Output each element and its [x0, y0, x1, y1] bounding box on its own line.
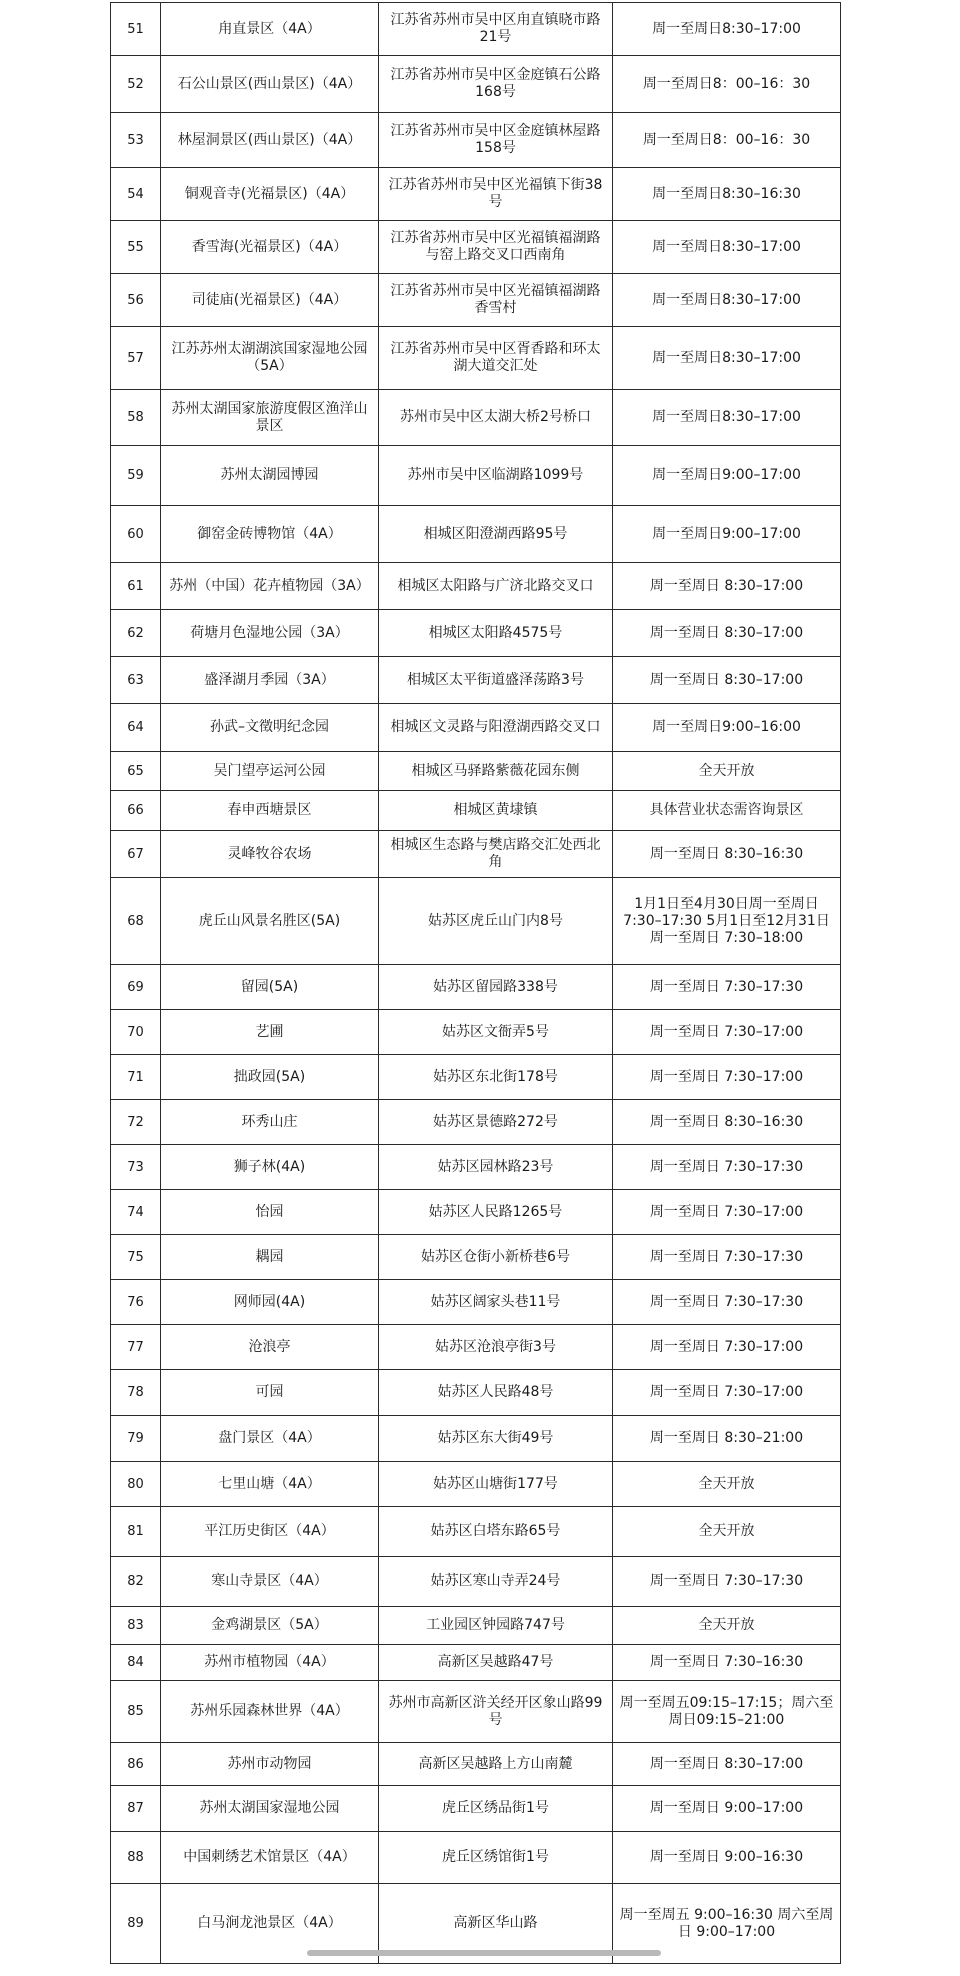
cell-hours: 周一至周日8:30–17:00 [613, 390, 841, 446]
cell-hours: 周一至周五 9:00–16:30 周六至周日 9:00–17:00 [613, 1884, 841, 1964]
cell-hours: 周一至周日 8:30–16:30 [613, 1100, 841, 1145]
cell-no: 69 [111, 965, 161, 1010]
cell-address: 姑苏区文衙弄5号 [379, 1010, 613, 1055]
cell-address: 江苏省苏州市吴中区光福镇福湖路与窑上路交叉口西南角 [379, 221, 613, 274]
cell-no: 73 [111, 1145, 161, 1190]
table-row [111, 221, 841, 274]
cell-no: 77 [111, 1325, 161, 1370]
cell-address: 工业园区钟园路747号 [379, 1607, 613, 1645]
table-row [111, 1055, 841, 1100]
cell-name: 司徒庙(光福景区)（4A） [161, 274, 379, 327]
cell-name: 苏州（中国）花卉植物园（3A） [161, 563, 379, 610]
cell-no: 82 [111, 1557, 161, 1607]
cell-address: 姑苏区东大街49号 [379, 1416, 613, 1462]
cell-hours: 周一至周日 8:30–16:30 [613, 831, 841, 878]
cell-no: 62 [111, 610, 161, 657]
cell-address: 江苏省苏州市吴中区甪直镇晓市路21号 [379, 3, 613, 56]
table-row [111, 168, 841, 221]
scenic-spot-table-wrapper [110, 2, 840, 1964]
cell-hours: 全天开放 [613, 1462, 841, 1507]
cell-hours: 周一至周日 7:30–16:30 [613, 1645, 841, 1681]
cell-hours: 周一至周五09:15–17:15；周六至周日09:15–21:00 [613, 1681, 841, 1743]
cell-address: 姑苏区仓街小新桥巷6号 [379, 1235, 613, 1280]
cell-hours: 周一至周日8：00–16：30 [613, 113, 841, 168]
cell-address: 姑苏区景德路272号 [379, 1100, 613, 1145]
cell-name: 香雪海(光福景区)（4A） [161, 221, 379, 274]
cell-hours: 周一至周日8：00–16：30 [613, 56, 841, 113]
cell-no: 87 [111, 1786, 161, 1832]
cell-name: 荷塘月色湿地公园（3A） [161, 610, 379, 657]
table-row [111, 446, 841, 506]
cell-hours: 周一至周日 7:30–17:30 [613, 1145, 841, 1190]
cell-address: 相城区马驿路紫薇花园东侧 [379, 752, 613, 791]
table-row [111, 1325, 841, 1370]
cell-address: 苏州市吴中区太湖大桥2号桥口 [379, 390, 613, 446]
cell-name: 甪直景区（4A） [161, 3, 379, 56]
cell-no: 54 [111, 168, 161, 221]
cell-no: 64 [111, 704, 161, 752]
cell-no: 67 [111, 831, 161, 878]
table-row [111, 704, 841, 752]
cell-hours: 周一至周日8:30–17:00 [613, 327, 841, 390]
table-row [111, 390, 841, 446]
cell-no: 59 [111, 446, 161, 506]
cell-address: 虎丘区绣品街1号 [379, 1786, 613, 1832]
cell-address: 姑苏区沧浪亭街3号 [379, 1325, 613, 1370]
cell-name: 平江历史街区（4A） [161, 1507, 379, 1557]
cell-name: 网师园(4A) [161, 1280, 379, 1325]
cell-no: 86 [111, 1743, 161, 1786]
cell-address: 江苏省苏州市吴中区光福镇下街38号 [379, 168, 613, 221]
table-row [111, 1786, 841, 1832]
cell-no: 85 [111, 1681, 161, 1743]
cell-name: 盛泽湖月季园（3A） [161, 657, 379, 704]
cell-name: 吴门望亭运河公园 [161, 752, 379, 791]
cell-address: 姑苏区寒山寺弄24号 [379, 1557, 613, 1607]
cell-hours: 周一至周日9:00–16:00 [613, 704, 841, 752]
cell-name: 林屋洞景区(西山景区)（4A） [161, 113, 379, 168]
table-row [111, 274, 841, 327]
cell-address: 相城区太阳路4575号 [379, 610, 613, 657]
cell-hours: 周一至周日 7:30–17:30 [613, 1280, 841, 1325]
cell-name: 苏州太湖国家湿地公园 [161, 1786, 379, 1832]
cell-hours: 周一至周日 7:30–17:00 [613, 1325, 841, 1370]
cell-address: 苏州市吴中区临湖路1099号 [379, 446, 613, 506]
cell-hours: 周一至周日 9:00–17:00 [613, 1786, 841, 1832]
cell-no: 66 [111, 791, 161, 831]
cell-hours: 周一至周日9:00–17:00 [613, 446, 841, 506]
table-row [111, 56, 841, 113]
table-row [111, 1462, 841, 1507]
horizontal-scrollbar[interactable] [307, 1950, 661, 1956]
cell-name: 苏州市植物园（4A） [161, 1645, 379, 1681]
cell-no: 70 [111, 1010, 161, 1055]
table-row [111, 1370, 841, 1416]
cell-no: 75 [111, 1235, 161, 1280]
cell-no: 56 [111, 274, 161, 327]
cell-name: 中国刺绣艺术馆景区（4A） [161, 1832, 379, 1884]
table-row [111, 1743, 841, 1786]
cell-address: 苏州市高新区浒关经开区象山路99号 [379, 1681, 613, 1743]
table-row [111, 657, 841, 704]
cell-hours: 周一至周日8:30–17:00 [613, 3, 841, 56]
table-row [111, 1280, 841, 1325]
cell-address: 相城区生态路与樊店路交汇处西北角 [379, 831, 613, 878]
cell-hours: 周一至周日 7:30–17:30 [613, 965, 841, 1010]
cell-address: 相城区阳澄湖西路95号 [379, 506, 613, 563]
cell-hours: 周一至周日 7:30–17:30 [613, 1557, 841, 1607]
cell-no: 80 [111, 1462, 161, 1507]
cell-name: 苏州市动物园 [161, 1743, 379, 1786]
table-row [111, 1607, 841, 1645]
cell-no: 79 [111, 1416, 161, 1462]
cell-hours: 周一至周日 8:30–17:00 [613, 1743, 841, 1786]
table-row [111, 791, 841, 831]
cell-no: 89 [111, 1884, 161, 1964]
cell-hours: 周一至周日 8:30–17:00 [613, 657, 841, 704]
cell-address: 相城区太平街道盛泽荡路3号 [379, 657, 613, 704]
table-row [111, 506, 841, 563]
cell-no: 78 [111, 1370, 161, 1416]
cell-name: 江苏苏州太湖湖滨国家湿地公园（5A） [161, 327, 379, 390]
cell-hours: 周一至周日 7:30–17:00 [613, 1055, 841, 1100]
table-row [111, 1100, 841, 1145]
cell-address: 姑苏区虎丘山门内8号 [379, 878, 613, 965]
cell-no: 83 [111, 1607, 161, 1645]
cell-address: 姑苏区山塘街177号 [379, 1462, 613, 1507]
cell-name: 耦园 [161, 1235, 379, 1280]
cell-no: 58 [111, 390, 161, 446]
cell-hours: 全天开放 [613, 752, 841, 791]
cell-no: 55 [111, 221, 161, 274]
cell-no: 60 [111, 506, 161, 563]
cell-hours: 周一至周日8:30–17:00 [613, 274, 841, 327]
cell-address: 江苏省苏州市吴中区胥香路和环太湖大道交汇处 [379, 327, 613, 390]
cell-no: 71 [111, 1055, 161, 1100]
table-row [111, 1645, 841, 1681]
cell-hours: 1月1日至4月30日周一至周日 7:30–17:30 5月1日至12月31日周一至周日 7:30–18:00 [613, 878, 841, 965]
table-row [111, 1010, 841, 1055]
cell-name: 白马涧龙池景区（4A） [161, 1884, 379, 1964]
table-row [111, 327, 841, 390]
cell-address: 虎丘区绣馆街1号 [379, 1832, 613, 1884]
cell-no: 65 [111, 752, 161, 791]
scenic-spot-table [110, 2, 841, 1964]
cell-hours: 周一至周日 8:30–17:00 [613, 610, 841, 657]
cell-name: 虎丘山风景名胜区(5A) [161, 878, 379, 965]
table-row [111, 610, 841, 657]
cell-name: 拙政园(5A) [161, 1055, 379, 1100]
table-body [111, 3, 841, 1964]
cell-name: 七里山塘（4A） [161, 1462, 379, 1507]
cell-name: 苏州乐园森林世界（4A） [161, 1681, 379, 1743]
cell-name: 石公山景区(西山景区)（4A） [161, 56, 379, 113]
cell-no: 84 [111, 1645, 161, 1681]
cell-address: 姑苏区白塔东路65号 [379, 1507, 613, 1557]
cell-hours: 具体营业状态需咨询景区 [613, 791, 841, 831]
cell-hours: 周一至周日 7:30–17:00 [613, 1010, 841, 1055]
cell-name: 沧浪亭 [161, 1325, 379, 1370]
table-row [111, 1235, 841, 1280]
cell-hours: 全天开放 [613, 1607, 841, 1645]
table-row [111, 1416, 841, 1462]
cell-hours: 全天开放 [613, 1507, 841, 1557]
cell-name: 铜观音寺(光福景区)（4A） [161, 168, 379, 221]
cell-no: 63 [111, 657, 161, 704]
cell-name: 留园(5A) [161, 965, 379, 1010]
cell-no: 53 [111, 113, 161, 168]
table-row [111, 1681, 841, 1743]
table-row [111, 563, 841, 610]
table-row [111, 831, 841, 878]
table-row [111, 878, 841, 965]
cell-hours: 周一至周日 7:30–17:00 [613, 1190, 841, 1235]
table-row [111, 752, 841, 791]
cell-hours: 周一至周日 8:30–21:00 [613, 1416, 841, 1462]
cell-no: 51 [111, 3, 161, 56]
cell-address: 江苏省苏州市吴中区光福镇福湖路香雪村 [379, 274, 613, 327]
cell-name: 可园 [161, 1370, 379, 1416]
cell-hours: 周一至周日 8:30–17:00 [613, 563, 841, 610]
cell-name: 寒山寺景区（4A） [161, 1557, 379, 1607]
cell-no: 81 [111, 1507, 161, 1557]
table-row [111, 1832, 841, 1884]
cell-address: 姑苏区人民路48号 [379, 1370, 613, 1416]
cell-address: 相城区黄埭镇 [379, 791, 613, 831]
cell-name: 苏州太湖国家旅游度假区渔洋山景区 [161, 390, 379, 446]
table-row [111, 1190, 841, 1235]
cell-address: 江苏省苏州市吴中区金庭镇石公路168号 [379, 56, 613, 113]
table-row [111, 1507, 841, 1557]
cell-name: 金鸡湖景区（5A） [161, 1607, 379, 1645]
table-row [111, 965, 841, 1010]
table-row [111, 1145, 841, 1190]
table-row [111, 1557, 841, 1607]
cell-no: 88 [111, 1832, 161, 1884]
cell-name: 苏州太湖园博园 [161, 446, 379, 506]
cell-no: 52 [111, 56, 161, 113]
cell-name: 艺圃 [161, 1010, 379, 1055]
table-row [111, 113, 841, 168]
cell-address: 江苏省苏州市吴中区金庭镇林屋路158号 [379, 113, 613, 168]
cell-no: 61 [111, 563, 161, 610]
cell-name: 春申西塘景区 [161, 791, 379, 831]
cell-hours: 周一至周日8:30–17:00 [613, 221, 841, 274]
cell-address: 高新区吴越路上方山南麓 [379, 1743, 613, 1786]
cell-name: 孙武–文徵明纪念园 [161, 704, 379, 752]
cell-address: 姑苏区人民路1265号 [379, 1190, 613, 1235]
cell-no: 72 [111, 1100, 161, 1145]
cell-name: 环秀山庄 [161, 1100, 379, 1145]
cell-hours: 周一至周日 7:30–17:00 [613, 1370, 841, 1416]
cell-address: 姑苏区园林路23号 [379, 1145, 613, 1190]
cell-hours: 周一至周日 9:00–16:30 [613, 1832, 841, 1884]
cell-no: 57 [111, 327, 161, 390]
table-row [111, 3, 841, 56]
cell-hours: 周一至周日9:00–17:00 [613, 506, 841, 563]
cell-name: 狮子林(4A) [161, 1145, 379, 1190]
cell-no: 74 [111, 1190, 161, 1235]
cell-no: 76 [111, 1280, 161, 1325]
cell-address: 相城区太阳路与广济北路交叉口 [379, 563, 613, 610]
cell-name: 怡园 [161, 1190, 379, 1235]
cell-hours: 周一至周日8:30–16:30 [613, 168, 841, 221]
cell-name: 灵峰牧谷农场 [161, 831, 379, 878]
cell-address: 姑苏区东北街178号 [379, 1055, 613, 1100]
cell-hours: 周一至周日 7:30–17:30 [613, 1235, 841, 1280]
cell-address: 姑苏区阔家头巷11号 [379, 1280, 613, 1325]
cell-no: 68 [111, 878, 161, 965]
cell-address: 高新区华山路 [379, 1884, 613, 1964]
cell-name: 御窑金砖博物馆（4A） [161, 506, 379, 563]
cell-address: 姑苏区留园路338号 [379, 965, 613, 1010]
cell-address: 相城区文灵路与阳澄湖西路交叉口 [379, 704, 613, 752]
cell-name: 盘门景区（4A） [161, 1416, 379, 1462]
cell-address: 高新区吴越路47号 [379, 1645, 613, 1681]
